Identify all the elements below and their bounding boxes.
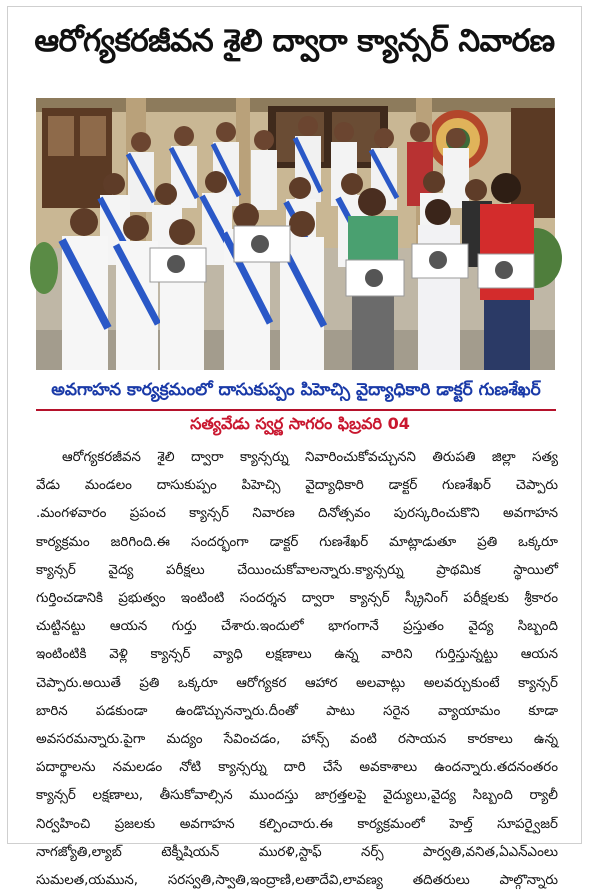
article-line: .మంగళవారం ప్రపంచ క్యాన్సర్ నివారణ దినోత్సవం పురస్కరించుకొని అవగాహన: [36, 506, 558, 522]
caption-divider: [36, 409, 556, 411]
article-line: వేడు మండలం దాసుకుప్పం పిహెచ్సి వైద్యాధికారి డాక్టర్ గుణశేఖర్ చెప్పారు: [36, 478, 558, 494]
article-line: అవసరమన్నారు.పైగా మద్యం సేవించడం, హాన్స్ వంటి రసాయన కారకాలు ఉన్న: [36, 732, 558, 748]
article-line: గుర్తించడానికి ప్రభుత్వం ఇంటింటి సందర్శన ద్వారా క్యాన్సర్ స్క్రీనింగ్ పరీక్షలకు శ్రీకారం: [36, 591, 558, 607]
article-line: నిర్వహించి ప్రజలకు అవగాహన కల్పించారు.ఈ కార్యక్రమంలో హెల్త్ సూపర్వైజర్: [36, 816, 558, 832]
article-line: క్యాన్సర్ వైద్య పరీక్షలు చేయించుకోవాలన్నారు.క్యాన్సర్ను ప్రాథమిక స్థాయిలో: [36, 562, 558, 578]
article-line: పదార్థాలను నమలడం నోటి క్యాన్సర్ను దారి చేసే అవకాశాలు ఉందన్నారు.తదనంతరం: [36, 760, 558, 776]
dateline: సత్యవేడు స్వర్ణ సాగరం ఫిబ్రవరి 04: [190, 414, 410, 433]
article-line: చెప్పారు.అయితే ప్రతి ఒక్కరూ ఆరోగ్యకర ఆహార అలవాట్లు అలవర్చుకుంటే క్యాన్సర్: [36, 675, 558, 691]
article-line: సుమలత,యమున, సరస్వతి,స్వాతి,ఇంద్రాణి,లతాదేవి,లావణ్య తదితరులు పాల్గొన్నారు: [36, 873, 558, 889]
article-line: కార్యక్రమం జరిగింది.ఈ సందర్భంగా డాక్టర్ గుణశేఖర్ మాట్లాడుతూ ప్రతి ఒక్కరూ: [36, 534, 558, 550]
article-line: క్యాన్సర్ లక్షణాలు, తీసుకోవాల్సిన ముందస్తు జాగ్రత్తలపై వైద్యులు,వైద్య సిబ్బంది ర్యాలీ: [36, 788, 558, 804]
article-line: బారిన పడకుండా ఉండొచ్చునన్నారు.దీంతో పాటు సరైన వ్యాయామం కూడా: [36, 703, 558, 719]
article-line: ఆరోగ్యకరజీవన శైలి ద్వారా క్యాన్సర్ను నివారించుకోవచ్చునని తిరుపతి జిల్లా సత్య: [62, 450, 558, 465]
article-line: చుట్టినట్టు ఆయన గుర్తు చేశారు.ఇందులో భాగంగానే ప్రస్తుతం వైద్య సిబ్బంది: [36, 619, 558, 635]
article-line: నాగజ్యోతి,ల్యాబ్ టెక్నీషియన్ మురళి,స్టాఫ్ నర్స్ పార్వతి,వనిత,ఏఎన్ఎంలు: [36, 844, 558, 860]
article-body: [36, 444, 558, 889]
photo-caption: అవగాహన కార్యక్రమంలో దాసుకుప్పం పిహెచ్సి వైద్యాధికారి డాక్టర్ గుణశేఖర్: [51, 380, 541, 400]
article-line: ఇంటింటికి వెళ్లి క్యాన్సర్ వ్యాధి లక్షణాలు ఉన్న వారిని గుర్తిస్తున్నట్టు ఆయన: [36, 647, 558, 663]
news-photo: [36, 98, 555, 370]
headline: ఆరోగ్యకరజీవన శైలి ద్వారా క్యాన్సర్ నివారణ: [34, 22, 555, 59]
